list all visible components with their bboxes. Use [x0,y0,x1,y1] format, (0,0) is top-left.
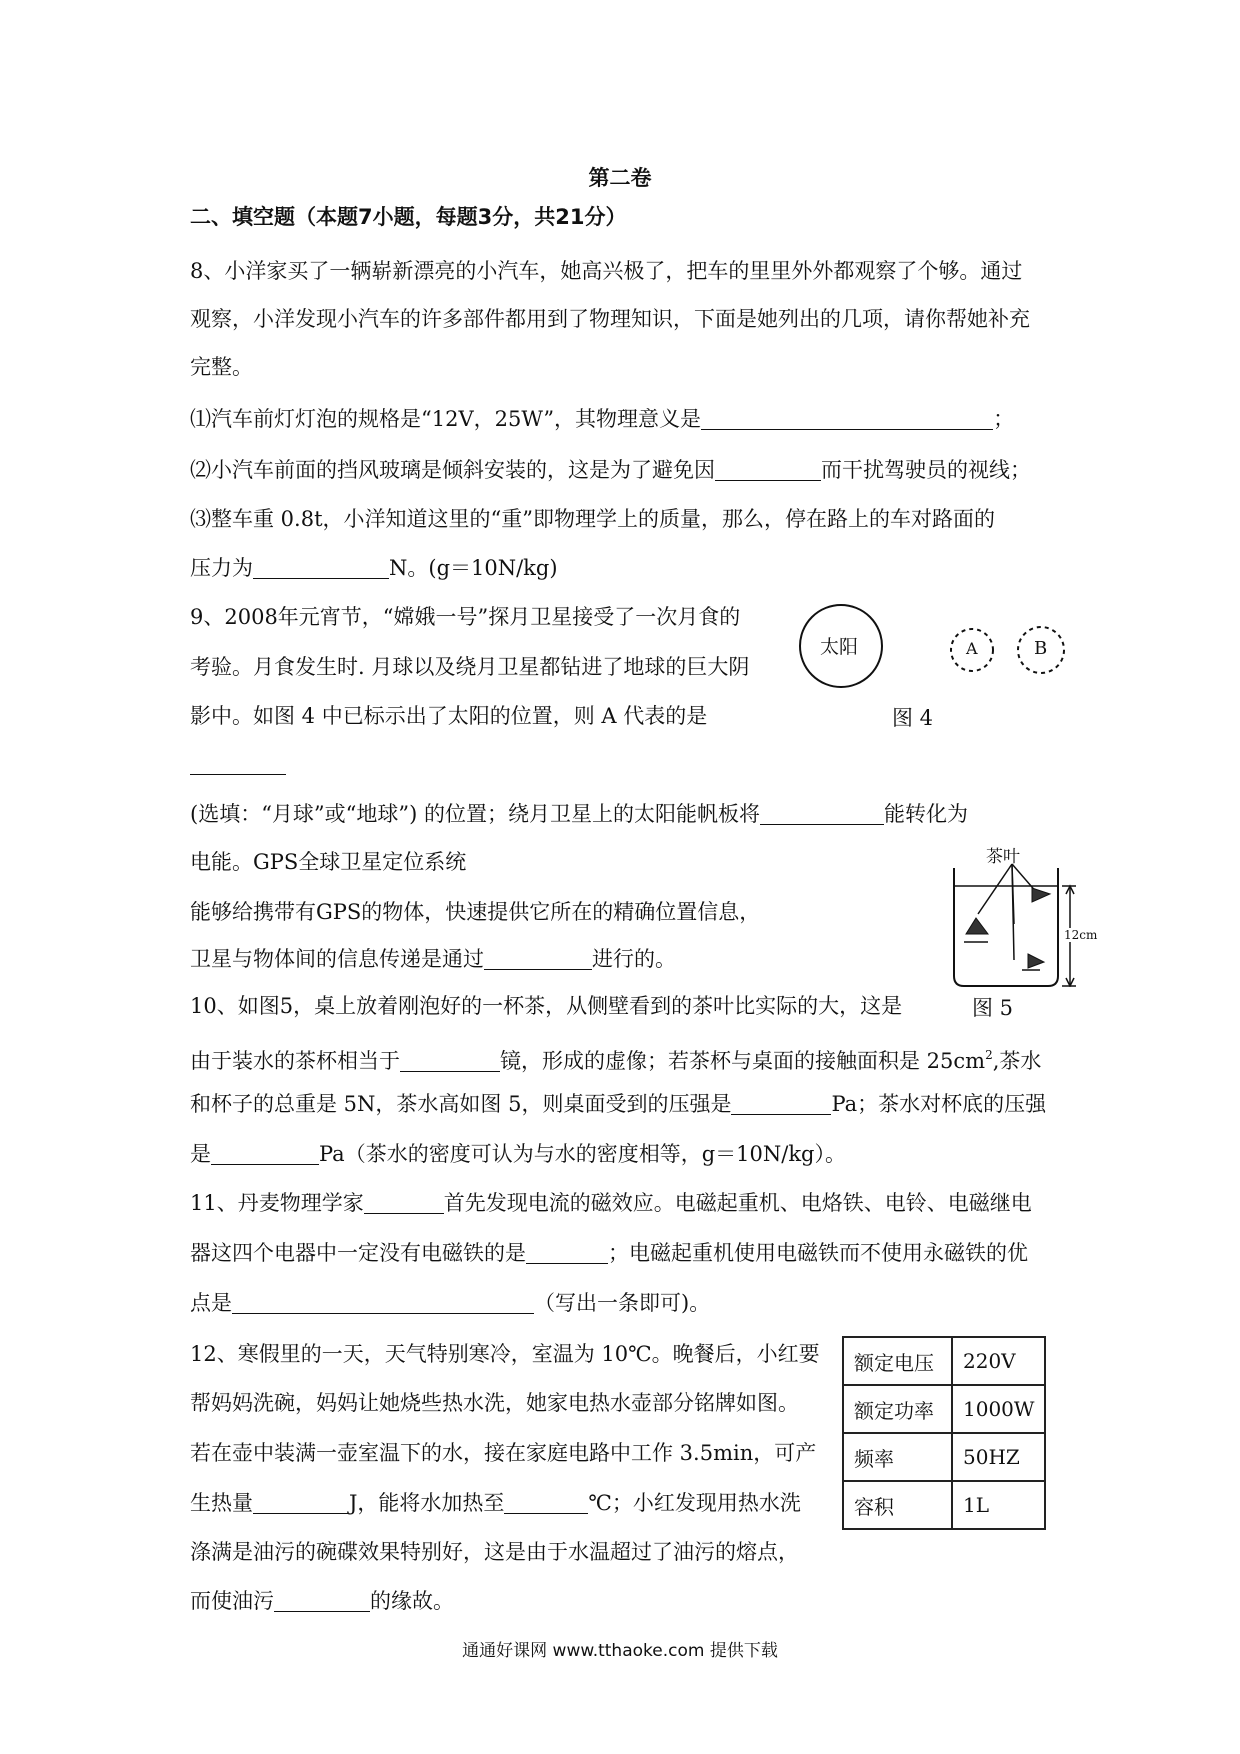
q10-line-2 [190,1041,1041,1075]
answer-blank[interactable] [253,556,389,579]
q11-line-3-text: 点是 [190,1291,232,1315]
q9-line-5-text: (选填：“月球”或“地球”) 的位置；绕月卫星上的太阳能帆板将 [190,802,761,826]
q8-line-1: 8、小洋家买了一辆崭新漂亮的小汽车，她高兴极了，把车的里里外外都观察了个够。通过 [190,259,1023,283]
figure-5 [948,842,1108,1022]
q12-line-4-end: ℃；小红发现用热水洗 [588,1491,801,1515]
q12-line-4-text: 生热量 [190,1491,253,1515]
nameplate-value: 1L [952,1481,1045,1529]
figure-4 [796,598,1096,738]
q9-line-6: 电能。GPS全球卫星定位系统 [190,850,467,874]
q12-line-6 [190,1587,454,1615]
q10-line-3-end: Pa；茶水对杯底的压强 [831,1092,1047,1116]
q9-line-7: 能够给携带有GPS的物体，快速提供它所在的精确位置信息， [190,900,761,924]
leader-line [978,864,1012,914]
page-footer: 通通好课网 www.tthaoke.com 提供下载 [462,1641,778,1661]
position-b-label: B [1034,638,1048,659]
q8-part-3-cont [190,554,558,582]
q8-part-1 [190,405,1014,433]
figure-5-caption: 图 5 [972,996,1014,1020]
q10-line-4 [190,1140,846,1168]
q9-line-1: 9、2008年元宵节，“嫦娥一号”探月卫星接受了一次月食的 [190,605,741,629]
q8-part-1-end: ； [993,407,1015,431]
q8-part-2-end: 而干扰驾驶员的视线； [821,458,1031,482]
q8-line-2: 观察，小洋发现小汽车的许多部件都用到了物理知识，下面是她列出的几项，请你帮她补充 [190,307,1030,331]
figure-4-caption: 图 4 [892,706,934,730]
nameplate-value: 50HZ [952,1433,1045,1481]
nameplate-value: 220V [952,1337,1045,1385]
position-a-label: A [966,639,978,658]
table-row [843,1481,1045,1529]
answer-blank[interactable] [715,458,821,481]
sun-label: 太阳 [820,636,859,658]
q11-line-3 [190,1289,710,1317]
answer-blank[interactable] [504,1491,588,1514]
superscript: 2 [985,1048,993,1062]
nameplate-key: 容积 [843,1481,952,1529]
q8-part-3: ⑶整车重 0.8t，小洋知道这里的“重”即物理学上的质量，那么，停在路上的车对路面的 [190,507,995,531]
q9-line-2: 考验。月食发生时. 月球以及绕月卫星都钻进了地球的巨大阴 [190,655,750,679]
answer-blank[interactable] [484,947,592,970]
page-title: 第二卷 [588,166,652,190]
q12-line-1: 12、寒假里的一天，天气特别寒冷，室温为 10℃。晚餐后，小红要 [190,1342,820,1366]
q12-line-6-end: 的缘故。 [370,1589,454,1613]
q9-line-3: 影中。如图 4 中已标示出了太阳的位置，则 A 代表的是 [190,704,708,728]
answer-blank[interactable] [211,1142,319,1165]
q12-line-3: 若在壶中装满一壶室温下的水，接在家庭电路中工作 3.5min，可产 [190,1441,817,1465]
q9-line-8-end: 进行的。 [592,947,676,971]
q11-line-1-end: 首先发现电流的磁效应。电磁起重机、电烙铁、电铃、电磁继电 [443,1191,1032,1215]
q8-part-1-text: ⑴汽车前灯灯泡的规格是“12V，25W”，其物理意义是 [190,407,702,431]
answer-blank[interactable] [190,752,286,775]
answer-blank[interactable] [274,1589,370,1612]
q9-line-4 [190,750,286,778]
height-label: 12cm [1064,928,1098,942]
answer-blank[interactable] [364,1191,444,1214]
tea-leaf-icon [1032,888,1050,902]
tea-cup-diagram [948,842,1108,987]
nameplate-value: 1000W [952,1385,1045,1433]
q10-line-3 [190,1090,1046,1118]
q12-line-2: 帮妈妈洗碗，妈妈让她烧些热水洗，她家电热水壶部分铭牌如图。 [190,1391,799,1415]
answer-blank[interactable] [400,1049,500,1072]
answer-blank[interactable] [760,802,884,825]
q8-line-3: 完整。 [190,355,253,379]
tea-leaf-label: 茶叶 [986,847,1020,867]
kettle-nameplate-table [842,1336,1046,1530]
q11-line-1-text: 11、丹麦物理学家 [190,1191,364,1215]
answer-blank[interactable] [701,407,993,430]
q10-line-1: 10、如图5，桌上放着刚泡好的一杯茶，从侧壁看到的茶叶比实际的大，这是 [190,994,903,1018]
table-row [843,1385,1045,1433]
q12-line-5: 涤满是油污的碗碟效果特别好，这是由于水温超过了油污的熔点， [190,1540,799,1564]
q12-line-4-mid: J，能将水加热至 [349,1491,505,1515]
q10-line-4-end: Pa（茶水的密度可认为与水的密度相等，g＝10N/kg）。 [319,1142,846,1166]
q9-line-5 [190,800,968,828]
q11-line-2-text: 器这四个电器中一定没有电磁铁的是 [190,1241,526,1265]
tea-leaf-icon [1028,954,1044,968]
q10-line-3-text: 和杯子的总重是 5N，茶水高如图 5，则桌面受到的压强是 [190,1092,732,1116]
q11-line-2 [190,1239,1028,1267]
answer-blank[interactable] [232,1291,534,1314]
q9-line-8-text: 卫星与物体间的信息传递是通过 [190,947,484,971]
q8-part-3-end: N。(g＝10N/kg) [389,556,558,580]
q12-line-6-text: 而使油污 [190,1589,274,1613]
table-row [843,1337,1045,1385]
answer-blank[interactable] [731,1092,831,1115]
q11-line-1 [190,1189,1032,1217]
q8-part-2 [190,456,1031,484]
q10-line-4-text: 是 [190,1142,211,1166]
q10-line-2-text: 由于装水的茶杯相当于 [190,1049,400,1073]
q9-line-8 [190,945,676,973]
q8-part-2-text: ⑵小汽车前面的挡风玻璃是倾斜安装的，这是为了避免因 [190,458,715,482]
q8-part-3-text: 压力为 [190,556,253,580]
answer-blank[interactable] [253,1491,349,1514]
answer-blank[interactable] [526,1241,608,1264]
nameplate-key: 额定电压 [843,1337,952,1385]
leader-line [1012,864,1014,960]
nameplate-key: 频率 [843,1433,952,1481]
section-heading: 二、填空题（本题7小题，每题3分，共21分） [190,205,627,229]
q9-line-5-end: 能转化为 [884,802,969,826]
q11-line-2-end: ；电磁起重机使用电磁铁而不使用永磁铁的优 [608,1241,1028,1265]
q11-line-3-end: （写出一条即可)。 [534,1291,711,1315]
tea-leaf-icon [966,918,988,934]
nameplate-key: 额定功率 [843,1385,952,1433]
q10-line-2-mid: 镜，形成的虚像；若茶杯与桌面的接触面积是 25cm [500,1049,986,1073]
q10-line-2-end: ,茶水 [992,1049,1042,1073]
q12-line-4 [190,1489,801,1517]
table-row [843,1433,1045,1481]
